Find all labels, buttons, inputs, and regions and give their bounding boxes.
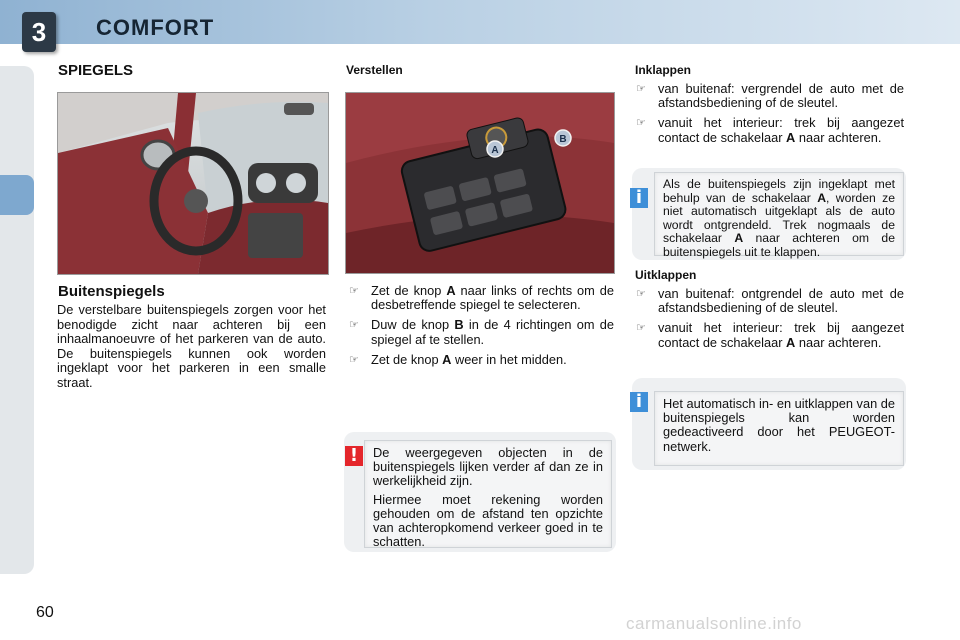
list-item: ☞ vanuit het interieur: trek bij aangezet contact de schakelaar A naar achteren. [636,320,904,350]
intro-paragraph: De verstelbare buitenspiegels zorgen voor het benodigde zicht naar achteren bij een inhaalmanoeuvre of het parkeren van de auto. De buitenspiegels kunnen ook worden ingeklapt voor het parkeren in een smalle straat. [57,302,326,390]
adjust-steps-list [347,284,614,373]
hand-pointer-icon: ☞ [636,83,646,95]
section-title: SPIEGELS [58,62,134,79]
hand-pointer-icon: ☞ [349,319,359,332]
heading-uitklappen: Uitklappen [635,268,697,282]
list-item: ☞ van buitenaf: vergrendel de auto met de afstandsbediening of de sleutel. [636,81,904,111]
car-interior-photo [57,92,329,275]
list-item: ☞ vanuit het interieur: trek bij aangezet contact de schakelaar A naar achteren. [636,115,904,145]
list-item: ☞ Duw de knop B in de 4 richtingen om de spiegel af te stellen. [349,317,614,347]
hand-pointer-icon: ☞ [636,322,646,335]
list-item: ☞ Zet de knop A naar links of rechts om de desbetreffende spiegel te selecteren. [349,283,615,313]
info-note-1: Als de buitenspiegels zijn ingeklapt met behulp van de schakelaar A, worden ze niet automatisch uitgeklapt als de auto wordt ontgrendeld. Trek nogmaals de schakelaar A naar achteren om de buitenspiegels uit te klappen. [654,172,904,256]
label-a: A [491,145,499,156]
warning-icon: ! [345,446,363,466]
info-icon: i [630,392,648,412]
warning-text-2: Hiermee moet rekening worden gehouden om de afstand ten opzichte van achteropkomend verkeer goed in te schatten. [373,491,603,550]
hand-pointer-icon: ☞ [636,288,646,300]
page-number: 60 [36,604,54,621]
hand-pointer-icon: ☞ [349,285,359,297]
heading-inklappen: Inklappen [635,63,692,77]
fold-steps-list [634,82,904,151]
chapter-title: COMFORT [96,15,215,40]
watermark: carmanualsonline.info [626,614,802,633]
hand-pointer-icon: ☞ [349,353,359,366]
mirror-control-photo [345,92,615,274]
list-item: ☞ van buitenaf: ontgrendel de auto met de afstandsbediening of de sleutel. [636,286,904,316]
info-note-2: Het automatisch in- en uitklappen van de buitenspiegels kan worden gedeactiveerd door het PEUGEOT-netwerk. [654,391,904,466]
label-b: B [559,134,567,145]
warning-note [364,440,612,548]
unfold-steps-list [634,287,904,356]
subtitle-buitenspiegels: Buitenspiegels [58,283,165,300]
chapter-number: 3 [22,12,56,52]
car-interior-illustration [58,93,328,274]
door-switch-panel-illustration [346,93,614,273]
warning-text-1: De weergegeven objecten in de buitenspiegels lijken verder af dan ze in werkelijkheid zijn. [373,445,603,489]
info-icon: i [630,188,648,208]
chapter-side-tab [0,175,34,215]
list-item: ☞ Zet de knop A weer in het midden. [349,351,567,367]
side-strip [0,66,34,574]
heading-verstellen: Verstellen [346,63,403,77]
hand-pointer-icon: ☞ [636,117,646,130]
